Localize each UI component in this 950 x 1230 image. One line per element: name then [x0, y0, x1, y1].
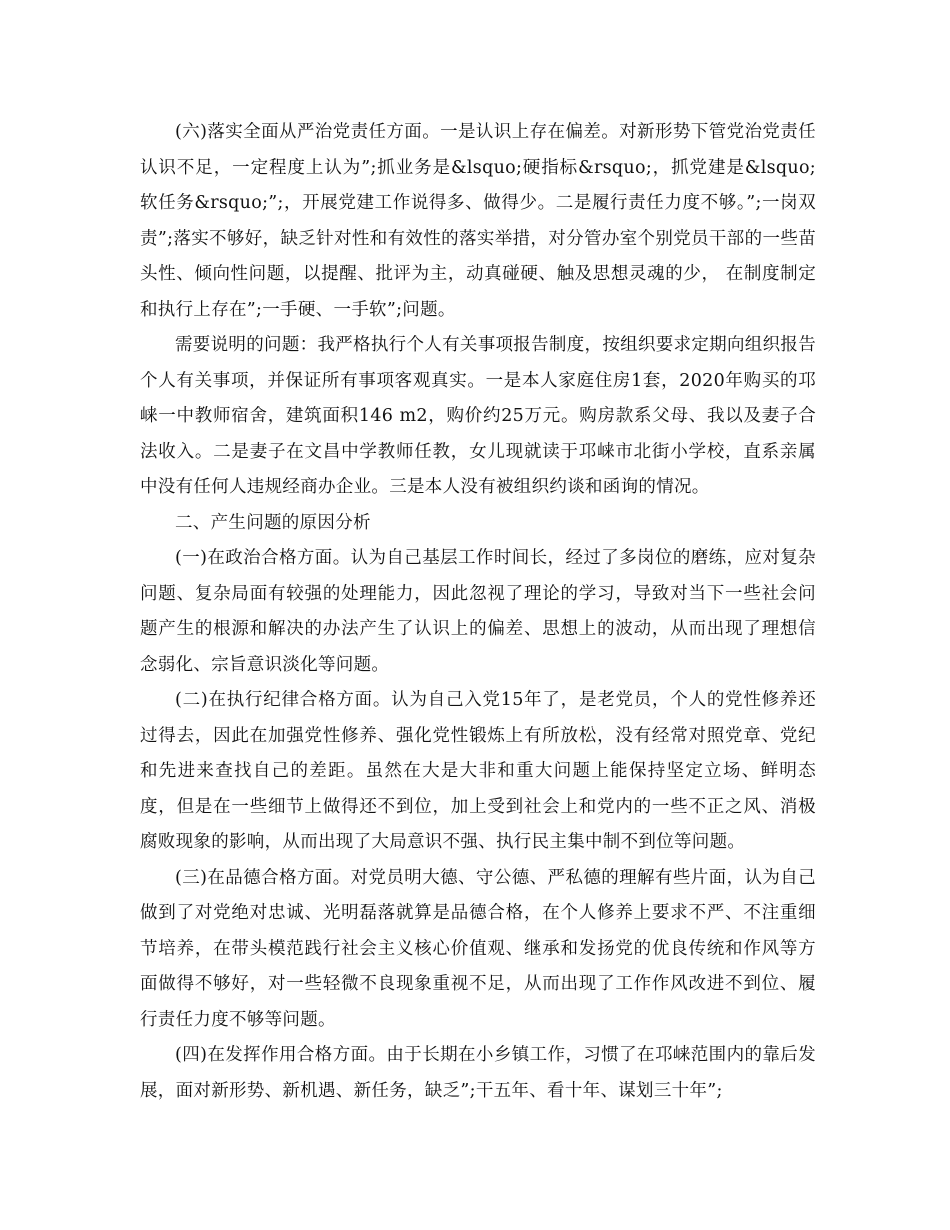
paragraph-personal-matters: 需要说明的问题：我严格执行个人有关事项报告制度，按组织要求定期向组织报告个人有关事项，并保证所有事项客观真实。一是本人家庭住房1套，2020年购买的邛崃一中教师宿舍，建筑面积146 m2，购价约25万元。购房款系父母、我以及妻子合法收入。二是妻子在文昌中学教师任教，女儿现就读于邛崃市北街小学校，直系亲属中没有任何人违规经商办企业。三是本人没有被组织约谈和函询的情况。	[140, 335, 816, 497]
paragraph-political: (一)在政治合格方面。认为自己基层工作时间长，经过了多岗位的磨练，应对复杂问题、复杂局面有较强的处理能力，因此忽视了理论的学习，导致对当下一些社会问题产生的根源和解决的办法产生了认识上的偏差、思想上的波动，从而出现了理想信念弱化、宗旨意识淡化等问题。	[140, 548, 816, 675]
document-body	[140, 115, 816, 1109]
paragraph-role: (四)在发挥作用合格方面。由于长期在小乡镇工作，习惯了在邛崃范围内的靠后发展，面对新形势、新机遇、新任务，缺乏”;干五年、看十年、谋划三十年”;	[140, 1045, 816, 1101]
paragraph-discipline: (二)在执行纪律合格方面。认为自己入党15年了，是老党员，个人的党性修养还过得去，因此在加强党性修养、强化党性锻炼上有所放松，没有经常对照党章、党纪和先进来查找自己的差距。虽然在大是大非和重大问题上能保持坚定立场、鲜明态度，但是在一些细节上做得还不到位，加上受到社会上和党内的一些不正之风、消极腐败现象的影响，从而出现了大局意识不强、执行民主集中制不到位等问题。	[140, 690, 816, 852]
paragraph-morality: (三)在品德合格方面。对党员明大德、守公德、严私德的理解有些片面，认为自己做到了对党绝对忠诚、光明磊落就算是品德合格，在个人修养上要求不严、不注重细节培养，在带头模范践行社会主义核心价值观、继承和发扬党的优良传统和作风等方面做得不够好，对一些轻微不良现象重视不足，从而出现了工作作风改进不到位、履行责任力度不够等问题。	[140, 867, 816, 1030]
paragraph-responsibility: (六)落实全面从严治党责任方面。一是认识上存在偏差。对新形势下管党治党责任认识不足，一定程度上认为”;抓业务是&lsquo;硬指标&rsquo;，抓党建是&lsquo;软任务&rsquo;”;，开展党建工作说得多、做得少。二是履行责任力度不够。”;一岗双责”;落实不够好，缺乏针对性和有效性的落实举措，对分管办室个别党员干部的一些苗头性、倾向性问题，以提醒、批评为主，动真碰硬、触及思想灵魂的少， 在制度制定和执行上存在”;一手硬、一手软”;问题。	[140, 122, 816, 320]
section-heading-causes: 二、产生问题的原因分析	[175, 512, 371, 533]
